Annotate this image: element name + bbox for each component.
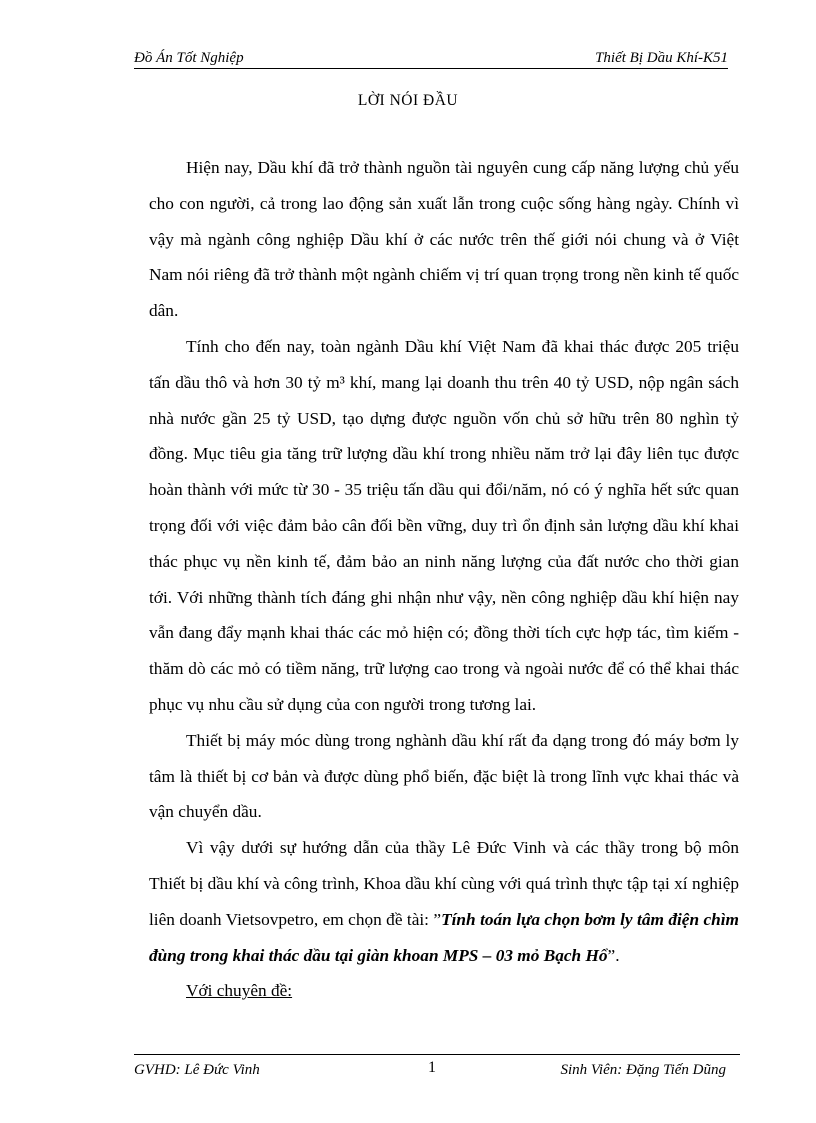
footer-advisor: GVHD: Lê Đức Vinh — [134, 1062, 260, 1078]
paragraph-4 — [149, 830, 739, 973]
paragraph-1: Hiện nay, Dầu khí đã trở thành nguồn tài nguyên cung cấp năng lượng chủ yếu cho con người, cả trong lao động sản xuất lẫn trong cuộc sống hàng ngày. Chính vì vậy mà ngành công nghiệp Dầu khí ở các nước trên thế giới nói chung và ở Việt Nam nói riêng đã trở thành một ngành chiếm vị trí quan trọng trong nền kinh tế quốc dân. — [149, 158, 739, 321]
paragraph-3: Thiết bị máy móc dùng trong nghành dầu khí rất đa dạng trong đó máy bơm ly tâm là thiết bị cơ bản và được dùng phổ biến, đặc biệt là trong lĩnh vực khai thác và vận chuyển dầu. — [149, 730, 739, 822]
page-footer — [134, 1054, 740, 1077]
document-body — [149, 150, 739, 1009]
header-left-text: Đồ Án Tốt Nghiệp — [134, 50, 244, 66]
paragraph-5 — [149, 973, 739, 1009]
page-number: 1 — [428, 1059, 436, 1076]
header-right-text: Thiết Bị Dầu Khí-K51 — [595, 50, 728, 66]
footer-student: Sinh Viên: Đặng Tiến Dũng — [560, 1062, 726, 1078]
document-title: LỜI NÓI ĐẦU — [357, 92, 459, 109]
paragraph-2: Tính cho đến nay, toàn ngành Dầu khí Việt Nam đã khai thác được 205 triệu tấn dầu thô và hơn 30 tỷ m³ khí, mang lại doanh thu trên 40 tỷ USD, nộp ngân sách nhà nước gần 25 tỷ USD, tạo dựng được nguồn vốn chủ sở hữu trên 80 nghìn tỷ đồng. Mục tiêu gia tăng trữ lượng dầu khí trong nhiều năm trở lại đây liên tục được hoàn thành với mức từ 30 - 35 triệu tấn dầu qui đổi/năm, nó có ý nghĩa hết sức quan trọng đối với việc đảm bảo cân đối bền vững, duy trì ổn định sản lượng dầu khí khai thác phục vụ nền kinh tế, đảm bảo an ninh năng lượng của đất nước cho thời gian tới. Với những thành tích đáng ghi nhận như vậy, nền công nghiệp dầu khí hiện nay vẫn đang đẩy mạnh khai thác các mỏ hiện có; đồng thời tích cực hợp tác, tìm kiếm - thăm dò các mỏ có tiềm năng, trữ lượng cao trong và ngoài nước để có thể khai thác phục vụ nhu cầu sử dụng của con người trong tương lai. — [149, 336, 739, 714]
page-header — [134, 48, 728, 69]
thesis-topic: Tính toán lựa chọn bơm ly tâm điện chìm đùng trong khai thác dầu tại giàn khoan MPS – 03 mỏ Bạch Hổ — [149, 909, 739, 965]
specialty-heading: Với chuyên đề: — [186, 981, 293, 1001]
paragraph-4-end: ”. — [607, 945, 620, 965]
paragraph-4-intro: Vì vậy dưới sự hướng dẫn của thầy Lê Đức Vinh và các thầy trong bộ môn Thiết bị dầu khí và công trình, Khoa dầu khí cùng với quá trình thực tập tại xí nghiệp liên doanh Vietsovpetro, em chọn đề tài: ” — [149, 838, 739, 929]
